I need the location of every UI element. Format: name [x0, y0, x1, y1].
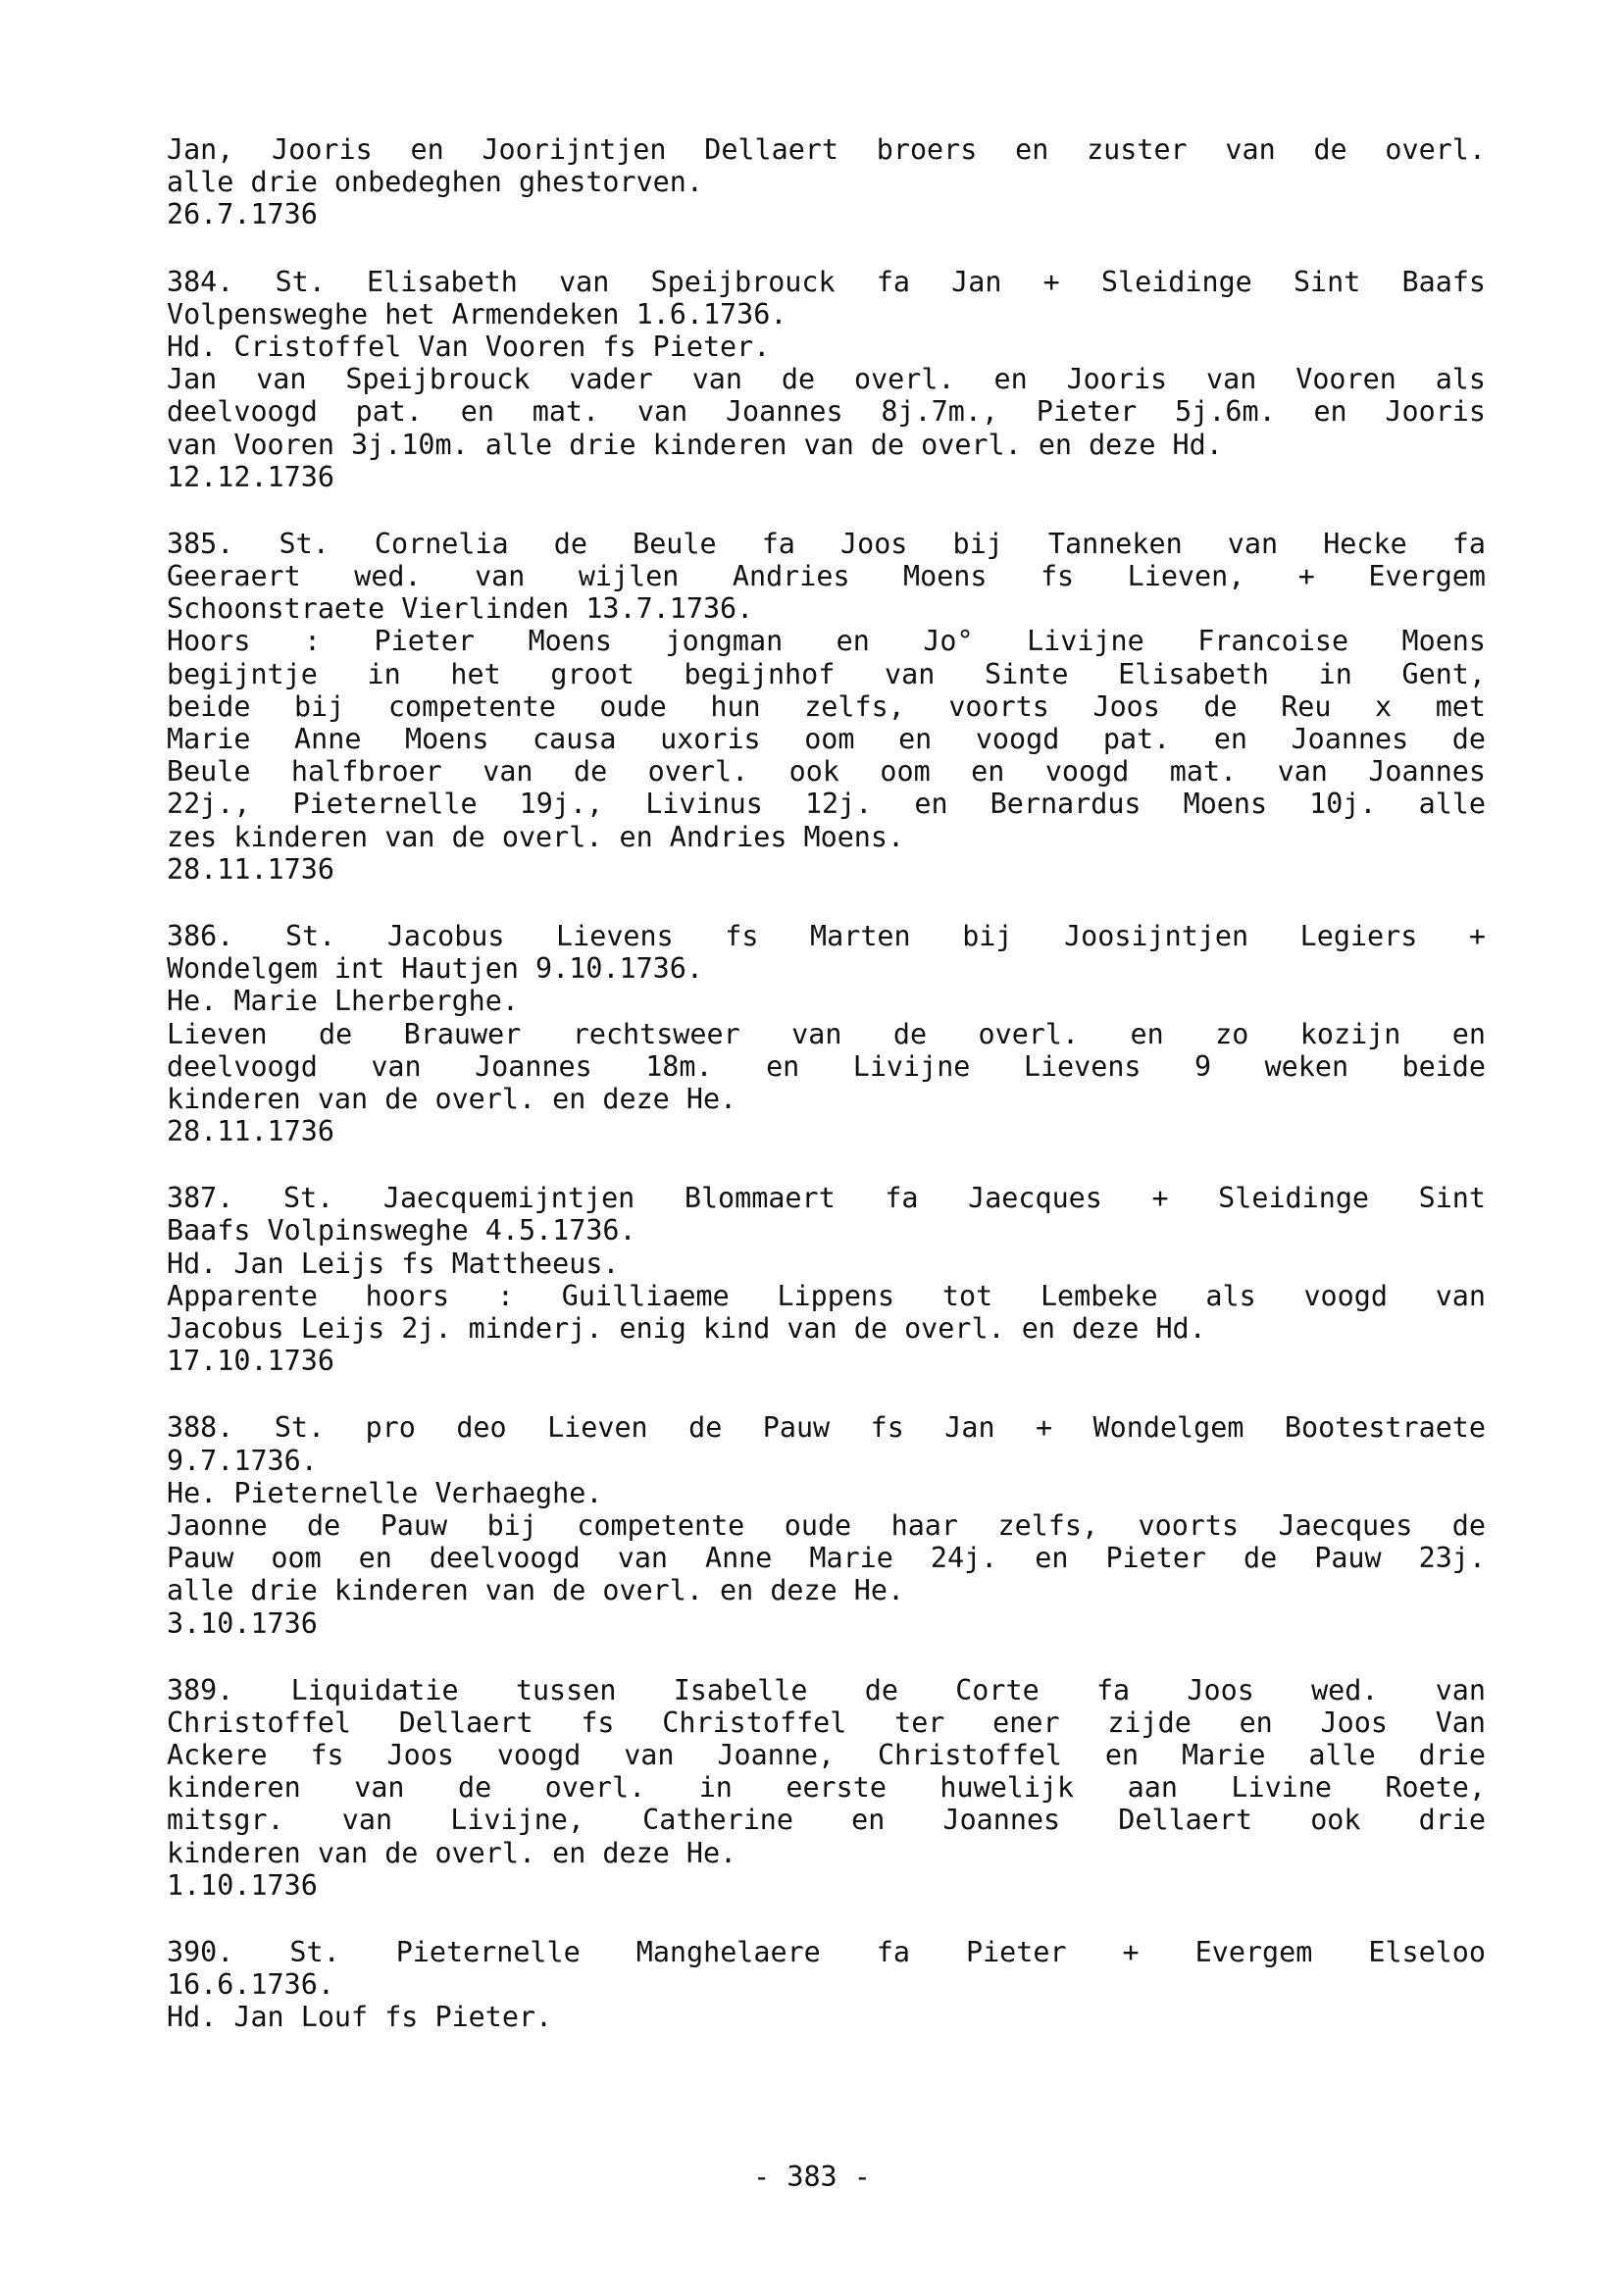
text-line: mitsgr. van Livijne, Catherine en Joannes Dellaert ook drie	[167, 1804, 1486, 1837]
text-line: deelvoogd van Joannes 18m. en Livijne Lievens 9 weken beide	[167, 1049, 1486, 1083]
entry-384	[167, 266, 1486, 493]
date-line: 3.10.1736	[167, 1606, 318, 1640]
text-line: Jan van Speijbrouck vader van de overl. en Jooris van Vooren als	[167, 363, 1486, 396]
entry-387	[167, 1182, 1486, 1377]
text-line: Hoors : Pieter Moens jongman en Jo° Livijne Francoise Moens	[167, 625, 1486, 658]
text-line: Hd. Jan Leijs fs Mattheeus.	[167, 1247, 620, 1280]
text-line: 388. St. pro deo Lieven de Pauw fs Jan + Wondelgem Bootestraete	[167, 1411, 1486, 1445]
text-line: Wondelgem int Hautjen 9.10.1736.	[167, 952, 703, 986]
entry-389	[167, 1674, 1486, 1902]
text-line: Hd. Cristoffel Van Vooren fs Pieter.	[167, 330, 771, 363]
text-line: 385. St. Cornelia de Beule fa Joos bij Tanneken van Hecke fa	[167, 527, 1486, 560]
text-line: 9.7.1736.	[167, 1444, 318, 1477]
text-line: van Vooren 3j.10m. alle drie kinderen van de overl. en deze Hd.	[167, 428, 1223, 461]
text-line: 389. Liquidatie tussen Isabelle de Corte fa Joos wed. van	[167, 1673, 1486, 1706]
entry-388	[167, 1411, 1486, 1639]
text-line: Jaonne de Pauw bij competente oude haar zelfs, voorts Jaecques de	[167, 1508, 1486, 1542]
page-number: - 383 -	[753, 2161, 871, 2193]
text-line: Volpensweghe het Armendeken 1.6.1736.	[167, 297, 787, 331]
date-line: 28.11.1736	[167, 1115, 334, 1148]
text-line: Apparente hoors : Guilliaeme Lippens tot Lembeke als voogd van	[167, 1279, 1486, 1312]
text-line: kinderen van de overl. en deze He.	[167, 1836, 737, 1869]
text-line: 384. St. Elisabeth van Speijbrouck fa Jan + Sleidinge Sint Baafs	[167, 265, 1486, 298]
date-line: 1.10.1736	[167, 1868, 318, 1902]
text-line: Lieven de Brauwer rechtsweer van de overl. en zo kozijn en	[167, 1017, 1486, 1050]
text-line: alle drie onbedeghen ghestorven.	[167, 166, 703, 199]
text-line: Christoffel Dellaert fs Christoffel ter ener zijde en Joos Van	[167, 1706, 1486, 1739]
document-body	[167, 133, 1486, 2068]
text-line: Ackere fs Joos voogd van Joanne, Christoffel en Marie alle drie	[167, 1739, 1486, 1772]
text-line: Pauw oom en deelvoogd van Anne Marie 24j. en Pieter de Pauw 23j.	[167, 1542, 1486, 1575]
text-line: Jacobus Leijs 2j. minderj. enig kind van de overl. en deze Hd.	[167, 1312, 1206, 1345]
date-line: 28.11.1736	[167, 852, 334, 886]
text-line: kinderen van de overl. en deze He.	[167, 1082, 737, 1115]
text-line: Geeraert wed. van wijlen Andries Moens fs Lieven, + Evergem	[167, 560, 1486, 593]
date-line: 12.12.1736	[167, 460, 334, 493]
text-line: Baafs Volpinsweghe 4.5.1736.	[167, 1214, 636, 1247]
entry-385	[167, 528, 1486, 886]
text-line: alle drie kinderen van de overl. en deze He.	[167, 1574, 905, 1607]
text-line: He. Marie Lherberghe.	[167, 985, 519, 1018]
text-line: 22j., Pieternelle 19j., Livinus 12j. en Bernardus Moens 10j. alle	[167, 788, 1486, 821]
entry-390	[167, 1936, 1486, 2034]
text-line: zes kinderen van de overl. en Andries Moens.	[167, 820, 905, 853]
date-line: 26.7.1736	[167, 198, 318, 231]
text-line: He. Pieternelle Verhaeghe.	[167, 1476, 603, 1509]
date-line: 17.10.1736	[167, 1345, 334, 1378]
entry-386	[167, 920, 1486, 1147]
text-line: 390. St. Pieternelle Manghelaere fa Pieter + Evergem Elseloo	[167, 1936, 1486, 1968]
text-line: Beule halfbroer van de overl. ook oom en voogd mat. van Joannes	[167, 755, 1486, 789]
text-line: Schoonstraete Vierlinden 13.7.1736.	[167, 592, 754, 626]
text-line: Jan, Jooris en Joorijntjen Dellaert broers en zuster van de overl.	[167, 133, 1486, 166]
text-line: Marie Anne Moens causa uxoris oom en voogd pat. en Joannes de	[167, 723, 1486, 755]
text-line: kinderen van de overl. in eerste huwelijk aan Livine Roete,	[167, 1771, 1486, 1805]
entry-continuation	[167, 133, 1486, 231]
text-line: 386. St. Jacobus Lievens fs Marten bij Joosijntjen Legiers +	[167, 919, 1486, 952]
text-line: Hd. Jan Louf fs Pieter.	[167, 2001, 553, 2034]
text-line: 16.6.1736.	[167, 1968, 334, 2002]
text-line: beide bij competente oude hun zelfs, voorts Joos de Reu x met	[167, 689, 1486, 723]
text-line: begijntje in het groot begijnhof van Sinte Elisabeth in Gent,	[167, 657, 1486, 690]
text-line: deelvoogd pat. en mat. van Joannes 8j.7m., Pieter 5j.6m. en Jooris	[167, 395, 1486, 429]
text-line: 387. St. Jaecquemijntjen Blommaert fa Jaecques + Sleidinge Sint	[167, 1182, 1486, 1215]
